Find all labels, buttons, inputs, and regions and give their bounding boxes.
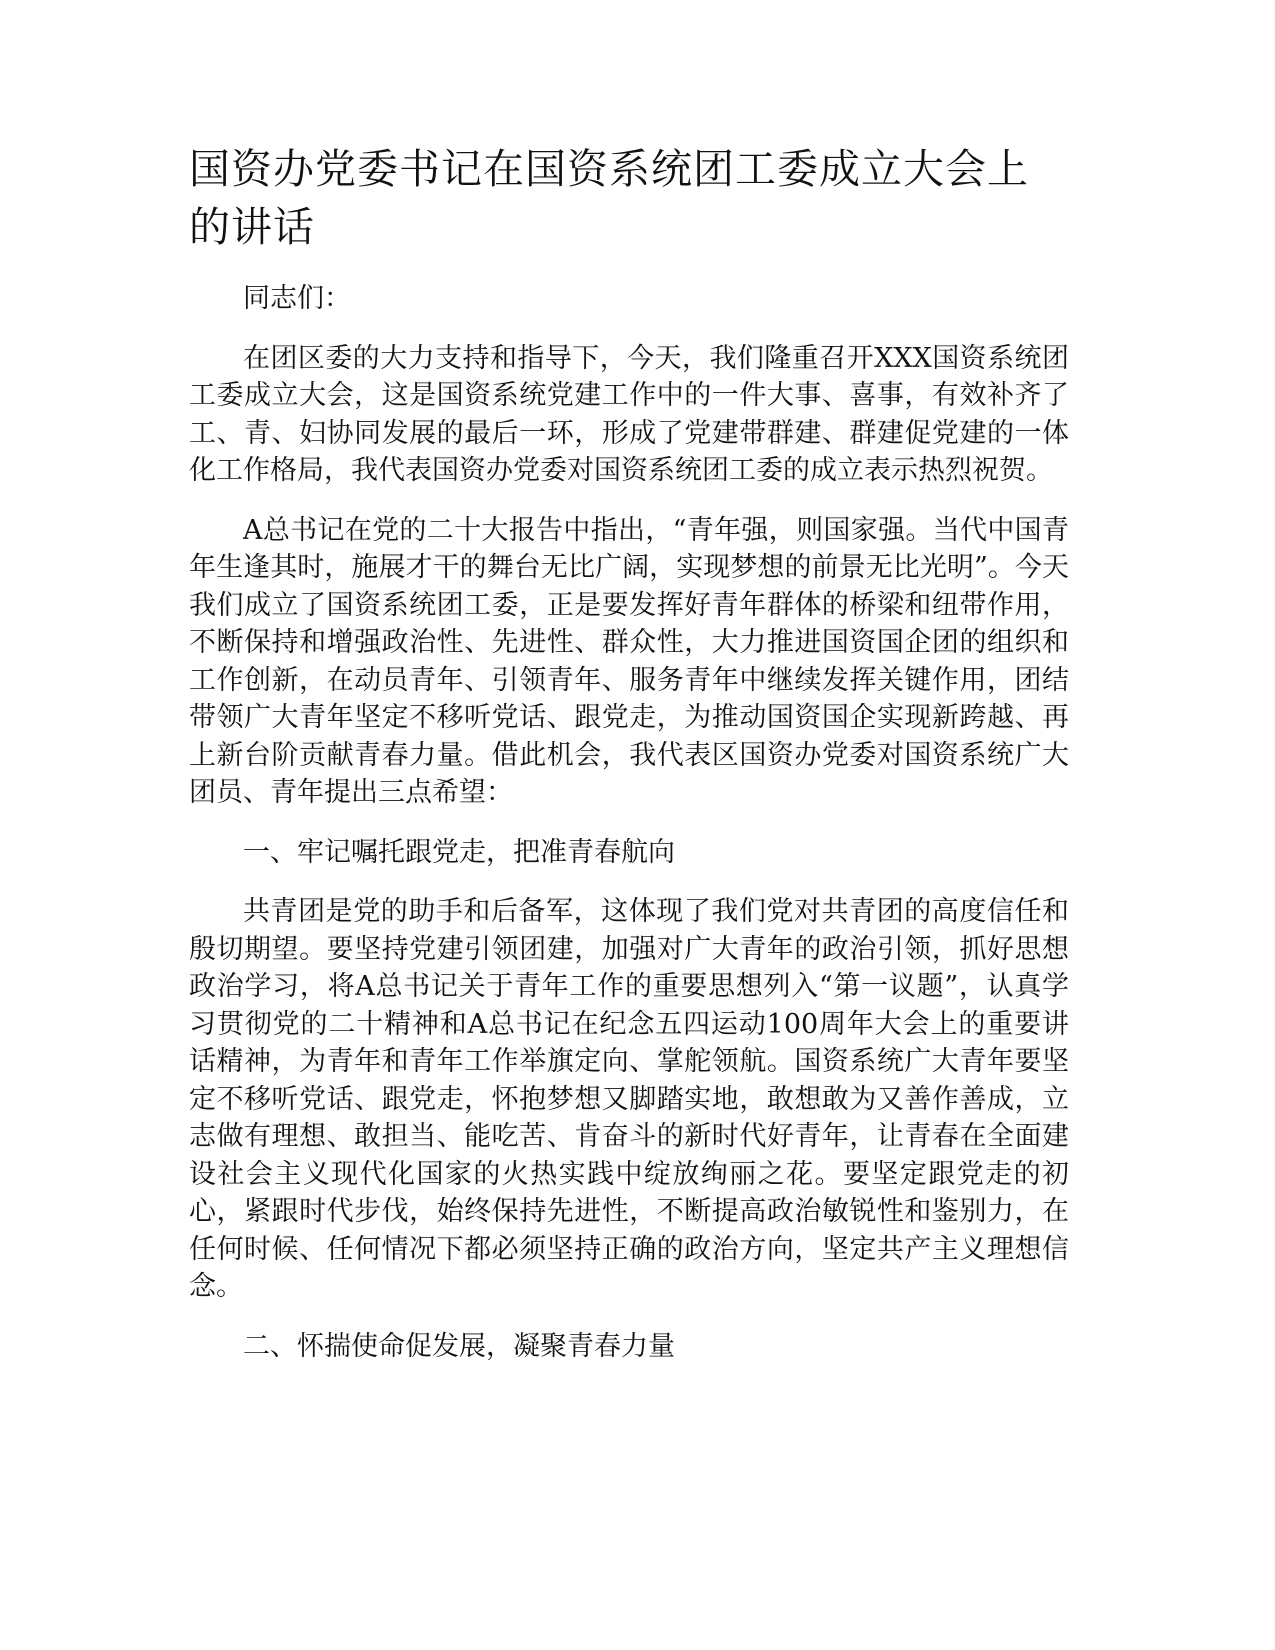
section-heading-2: 二、怀揣使命促发展，凝聚青春力量 [243, 1330, 675, 1362]
salutation: 同志们： [243, 283, 351, 314]
document-title: 国资办党委书记在国资系统团工委成立大会上的讲话 [189, 145, 1029, 251]
paragraph-section-1: 共青团是党的助手和后备军，这体现了我们党对共青团的高度信任和殷切期望。要坚持党建引领团建，加强对广大青年的政治引领，抓好思想政治学习，将A总书记关于青年工作的重要思想列入“第一议题”，认真学习贯彻党的二十精神和A总书记在纪念五四运动100周年大会上的重要讲话精神，为青年和青年工作举旗定向、掌舵领航。国资系统广大青年要坚定不移听党话、跟党走，怀抱梦想又脚踏实地，敢想敢为又善作善成，立志做有理想、敢担当、能吃苦、肯奋斗的新时代好青年，让青春在全面建设社会主义现代化国家的火热实践中绽放绚丽之花。要坚定跟党走的初心，紧跟时代步伐，始终保持先进性，不断提高政治敏锐性和鉴别力，在任何时候、任何情况下都必须坚持正确的政治方向，坚定共产主义理想信念。 [189, 896, 1069, 1302]
section-heading-1: 一、牢记嘱托跟党走，把准青春航向 [243, 836, 675, 868]
document-page [189, 140, 1069, 1387]
paragraph-intro: 在团区委的大力支持和指导下，今天，我们隆重召开XXX国资系统团工委成立大会，这是国资系统党建工作中的一件大事、喜事，有效补齐了工、青、妇协同发展的最后一环，形成了党建带群建、群建促党建的一体化工作格局，我代表国资办党委对国资系统团工委的成立表示热烈祝贺。 [189, 342, 1069, 486]
paragraph-quote: A总书记在党的二十大报告中指出，“青年强，则国家强。当代中国青年生逢其时，施展才干的舞台无比广阔，实现梦想的前景无比光明”。今天我们成立了国资系统团工委，正是要发挥好青年群体的桥梁和纽带作用，不断保持和增强政治性、先进性、群众性，大力推进国资国企团的组织和工作创新，在动员青年、引领青年、服务青年中继续发挥关键作用，团结带领广大青年坚定不移听党话、跟党走，为推动国资国企实现新跨越、再上新台阶贡献青春力量。借此机会，我代表区国资办党委对国资系统广大团员、青年提出三点希望： [189, 514, 1069, 808]
